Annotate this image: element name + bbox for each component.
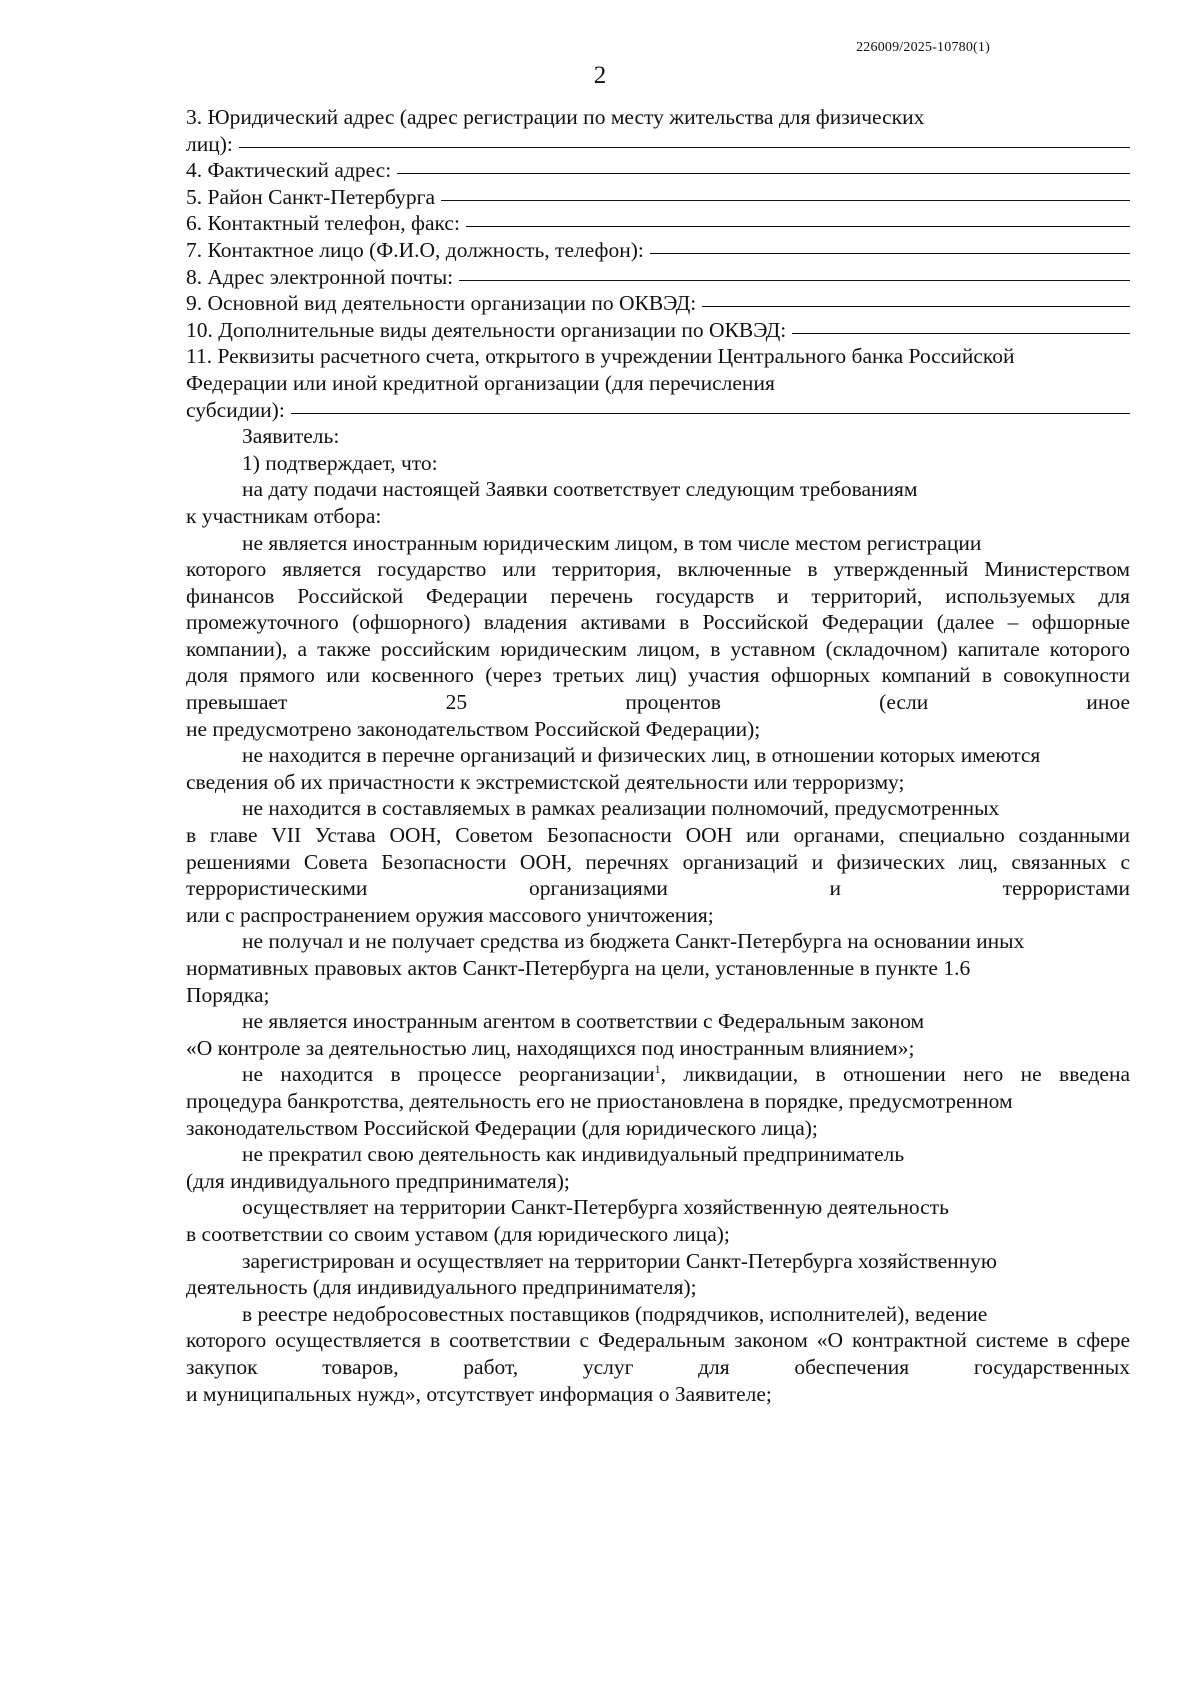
field-additional-okved-blank[interactable] (792, 333, 1130, 334)
field-actual-address-label: 4. Фактический адрес: (186, 158, 392, 183)
field-actual-address-blank[interactable] (397, 173, 1130, 174)
paragraph-8-line1: не прекратил свою деятельность как индивидуальный предприниматель (242, 1142, 905, 1167)
paragraph-5-line1: не получал и не получает средства из бюджета Санкт-Петербурга на основании иных (242, 929, 1025, 954)
field-additional-okved[interactable] (186, 317, 1130, 344)
paragraph-6-last: «О контроле за деятельностью лиц, находящихся под иностранным влиянием»; (186, 1035, 915, 1060)
paragraph-10-last: деятельность (для индивидуального предпринимателя); (186, 1275, 697, 1300)
field-email-blank[interactable] (459, 280, 1130, 281)
paragraph-5-last: Порядка; (186, 982, 270, 1007)
paragraph-1-last: к участникам отбора: (186, 503, 382, 528)
paragraph-10-line1: зарегистрирован и осуществляет на территории Санкт-Петербурга хозяйственную (242, 1248, 997, 1273)
paragraph-7-line2: процедура банкротства, деятельность его не приостановлена в порядке, предусмотренном (186, 1088, 1013, 1113)
field-legal-address[interactable] (186, 131, 1130, 158)
field-legal-address-label: лиц): (186, 131, 233, 156)
field-contact-person[interactable] (186, 237, 1130, 264)
field-main-okved-label: 9. Основной вид деятельности организации по ОКВЭД: (186, 291, 697, 316)
field-contact-person-blank[interactable] (650, 253, 1130, 254)
paragraph-3-line1: не находится в перечне организаций и физических лиц, в отношении которых имеются (242, 743, 1041, 768)
field-legal-address-blank[interactable] (239, 147, 1130, 148)
paragraph-2-last: не предусмотрено законодательством Российской Федерации); (186, 716, 761, 741)
paragraph-5-line2: нормативных правовых актов Санкт-Петербурга на цели, установленные в пункте 1.6 (186, 956, 971, 980)
field-phone-fax-label: 6. Контактный телефон, факс: (186, 211, 460, 236)
field-contact-person-label: 7. Контактное лицо (Ф.И.О, должность, телефон): (186, 237, 644, 262)
paragraph-9-last: в соответствии со своим уставом (для юридического лица); (186, 1221, 730, 1246)
field-district-blank[interactable] (441, 200, 1130, 201)
paragraph-8-last: (для индивидуального предпринимателя); (186, 1168, 570, 1193)
paragraph-3-last: сведения об их причастности к экстремистской деятельности или терроризму; (186, 769, 905, 794)
paragraph-4-body: в главе VII Устава ООН, Советом Безопасности ООН или органами, специально созданными решениями Совета Безопасности ООН, перечнях организаций и физических лиц, связанных с террористическими организациями и террористами (186, 823, 1130, 901)
paragraph-4-line1: не находится в составляемых в рамках реализации полномочий, предусмотренных (242, 796, 1000, 821)
field-phone-fax-blank[interactable] (466, 226, 1130, 227)
paragraph-2-line1: не является иностранным юридическим лицом, в том числе местом регистрации (242, 530, 982, 555)
field-email[interactable] (186, 264, 1130, 291)
page-number: 2 (593, 62, 607, 89)
paragraph-1-line1: на дату подачи настоящей Заявки соответствует следующим требованиям (242, 477, 918, 502)
field-bank-details-label: субсидии): (186, 397, 285, 422)
paragraph-6-line1: не является иностранным агентом в соответствии с Федеральным законом (242, 1009, 925, 1034)
field-actual-address[interactable] (186, 157, 1130, 184)
field-additional-okved-label: 10. Дополнительные виды деятельности организации по ОКВЭД: (186, 317, 787, 342)
paragraph-11-last: и муниципальных нужд», отсутствует информация о Заявителе; (186, 1381, 772, 1406)
paragraph-7-text-b: , ликвидации, в отношении него не введена (660, 1062, 1131, 1087)
field-district-label: 5. Район Санкт-Петербурга (186, 184, 435, 209)
paragraph-4-last: или с распространением оружия массового уничтожения; (186, 902, 714, 927)
field-main-okved-blank[interactable] (702, 306, 1130, 307)
confirms-heading: 1) подтверждает, что: (242, 450, 438, 475)
paragraph-11-line1: в реестре недобросовестных поставщиков (подрядчиков, исполнителей), ведение (242, 1301, 988, 1326)
paragraph-7-line1 (186, 1061, 1130, 1088)
paragraph-9-line1: осуществляет на территории Санкт-Петербурга хозяйственную деятельность (242, 1195, 949, 1220)
paragraph-7-text-a: не находится в процессе реорганизации (242, 1062, 655, 1087)
field-district[interactable] (186, 184, 1130, 211)
field-email-label: 8. Адрес электронной почты: (186, 264, 454, 289)
document-number: 226009/2025-10780(1) (856, 40, 990, 55)
paragraph-2-body: которого является государство или территория, включенные в утвержденный Министерством финансов Российской Федерации перечень государств и территорий, используемых для промежуточного (офшорного) владения активами в Российской Федерации (далее – офшорные компании), а также российским юридическим лицом, в уставном (складочном) капитале которого доля прямого или косвенного (через третьих лиц) участия офшорных компаний в совокупности превышает 25 процентов (если иное (186, 557, 1130, 715)
field-bank-details-line1: 11. Реквизиты расчетного счета, открытого в учреждении Центрального банка Российской (186, 344, 1015, 369)
paragraph-7-last: законодательством Российской Федерации (для юридического лица); (186, 1115, 818, 1140)
field-bank-details-line2: Федерации или иной кредитной организации (для перечисления (186, 370, 775, 395)
field-bank-details-blank[interactable] (291, 413, 1130, 414)
field-legal-address-line1: 3. Юридический адрес (адрес регистрации по месту жительства для физических (186, 105, 925, 129)
field-phone-fax[interactable] (186, 210, 1130, 237)
document-body (186, 104, 1130, 1407)
footnote-ref-1[interactable]: 1 (654, 1062, 661, 1077)
field-bank-details[interactable] (186, 397, 1130, 424)
field-main-okved[interactable] (186, 290, 1130, 317)
paragraph-11-body: которого осуществляется в соответствии с Федеральным законом «О контрактной системе в сфере закупок товаров, работ, услуг для обеспечения государственных (186, 1328, 1130, 1379)
applicant-heading: Заявитель: (242, 424, 340, 449)
